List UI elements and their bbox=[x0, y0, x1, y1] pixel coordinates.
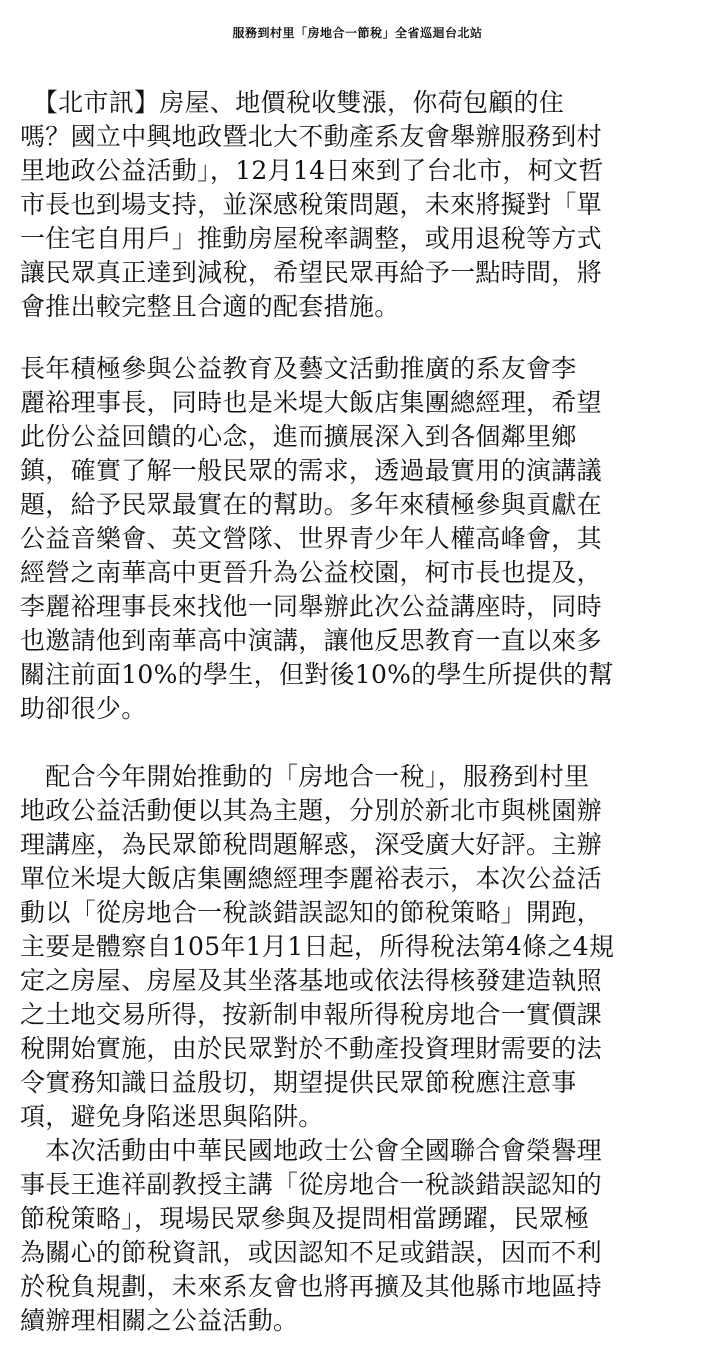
article-paragraph-2 bbox=[20, 352, 710, 726]
paragraph-line: 里地政公益活動」，12月14日來到了台北市，柯文哲 bbox=[20, 156, 604, 185]
article-paragraph-4 bbox=[20, 1134, 710, 1338]
paragraph-line: 定之房屋、房屋及其坐落基地或依法得核發建造執照 bbox=[20, 966, 602, 995]
paragraph-line: 李麗裕理事長來找他一同舉辦此次公益講座時，同時 bbox=[20, 592, 602, 621]
article-title: 服務到村里「房地合一節稅」全省巡迴台北站 bbox=[232, 26, 483, 40]
paragraph-line: 會推出較完整且合適的配套措施。 bbox=[20, 292, 400, 321]
paragraph-line: 麗裕理事長，同時也是米堤大飯店集團總經理，希望 bbox=[20, 388, 602, 417]
paragraph-line: 動以「從房地合一稅談錯誤認知的節稅策略」開跑， bbox=[20, 898, 602, 927]
paragraph-line: 本次活動由中華民國地政士公會全國聯合會榮譽理 bbox=[20, 1136, 602, 1165]
paragraph-line: 關注前面10%的學生，但對後10%的學生所提供的幫 bbox=[20, 660, 614, 689]
paragraph-line: 續辦理相關之公益活動。 bbox=[20, 1306, 299, 1335]
paragraph-line: 節稅策略」，現場民眾參與及提問相當踴躍，民眾極 bbox=[20, 1204, 590, 1233]
paragraph-line: 鎮，確實了解一般民眾的需求，透過最實用的演講議 bbox=[20, 456, 602, 485]
paragraph-line: 為關心的節稅資訊，或因認知不足或錯誤，因而不利 bbox=[20, 1238, 602, 1267]
paragraph-line: 此份公益回饋的心念，進而擴展深入到各個鄰里鄉 bbox=[20, 422, 577, 451]
paragraph-line: 之土地交易所得，按新制申報所得稅房地合一實價課 bbox=[20, 1000, 602, 1029]
paragraph-line: 一住宅自用戶」推動房屋稅率調整，或用退稅等方式 bbox=[20, 224, 602, 253]
paragraph-line: 長年積極參與公益教育及藝文活動推廣的系友會李 bbox=[20, 354, 577, 383]
paragraph-line: 單位米堤大飯店集團總經理李麗裕表示，本次公益活 bbox=[20, 864, 602, 893]
paragraph-line: 也邀請他到南華高中演講，讓他反思教育一直以來多 bbox=[20, 626, 602, 655]
paragraph-line: 讓民眾真正達到減稅，希望民眾再給予一點時間，將 bbox=[20, 258, 602, 287]
paragraph-line: 主要是體察自105年1月1日起，所得稅法第4條之4規 bbox=[20, 932, 615, 961]
paragraph-line: 配合今年開始推動的「房地合一稅」，服務到村里 bbox=[20, 762, 590, 791]
paragraph-line: 助卻很少。 bbox=[20, 694, 147, 723]
paragraph-line: 嗎？國立中興地政暨北大不動產系友會舉辦服務到村 bbox=[20, 122, 602, 151]
paragraph-line: 經營之南華高中更晉升為公益校園，柯市長也提及， bbox=[20, 558, 602, 587]
paragraph-line: 稅開始實施，由於民眾對於不動產投資理財需要的法 bbox=[20, 1034, 602, 1063]
paragraph-line: 市長也到場支持，並深感稅策問題，未來將擬對「單 bbox=[20, 190, 602, 219]
paragraph-line: 事長王進祥副教授主講「從房地合一稅談錯誤認知的 bbox=[20, 1170, 602, 1199]
paragraph-line: 地政公益活動便以其為主題，分別於新北市與桃園辦 bbox=[20, 796, 602, 825]
article-paragraph-1 bbox=[20, 86, 710, 324]
paragraph-line: 題，給予民眾最實在的幫助。多年來積極參與貢獻在 bbox=[20, 490, 602, 519]
paragraph-line: 理講座，為民眾節稅問題解惑，深受廣大好評。主辦 bbox=[20, 830, 602, 859]
paragraph-line: 【北市訊】房屋、地價稅收雙漲，你荷包顧的住 bbox=[20, 88, 565, 117]
paragraph-line: 項，避免身陷迷思與陷阱。 bbox=[20, 1102, 324, 1131]
paragraph-line: 公益音樂會、英文營隊、世界青少年人權高峰會，其 bbox=[20, 524, 602, 553]
article-paragraph-3 bbox=[20, 760, 710, 1134]
paragraph-line: 令實務知識日益殷切，期望提供民眾節稅應注意事 bbox=[20, 1068, 577, 1097]
paragraph-line: 於稅負規劃，未來系友會也將再擴及其他縣市地區持 bbox=[20, 1272, 602, 1301]
